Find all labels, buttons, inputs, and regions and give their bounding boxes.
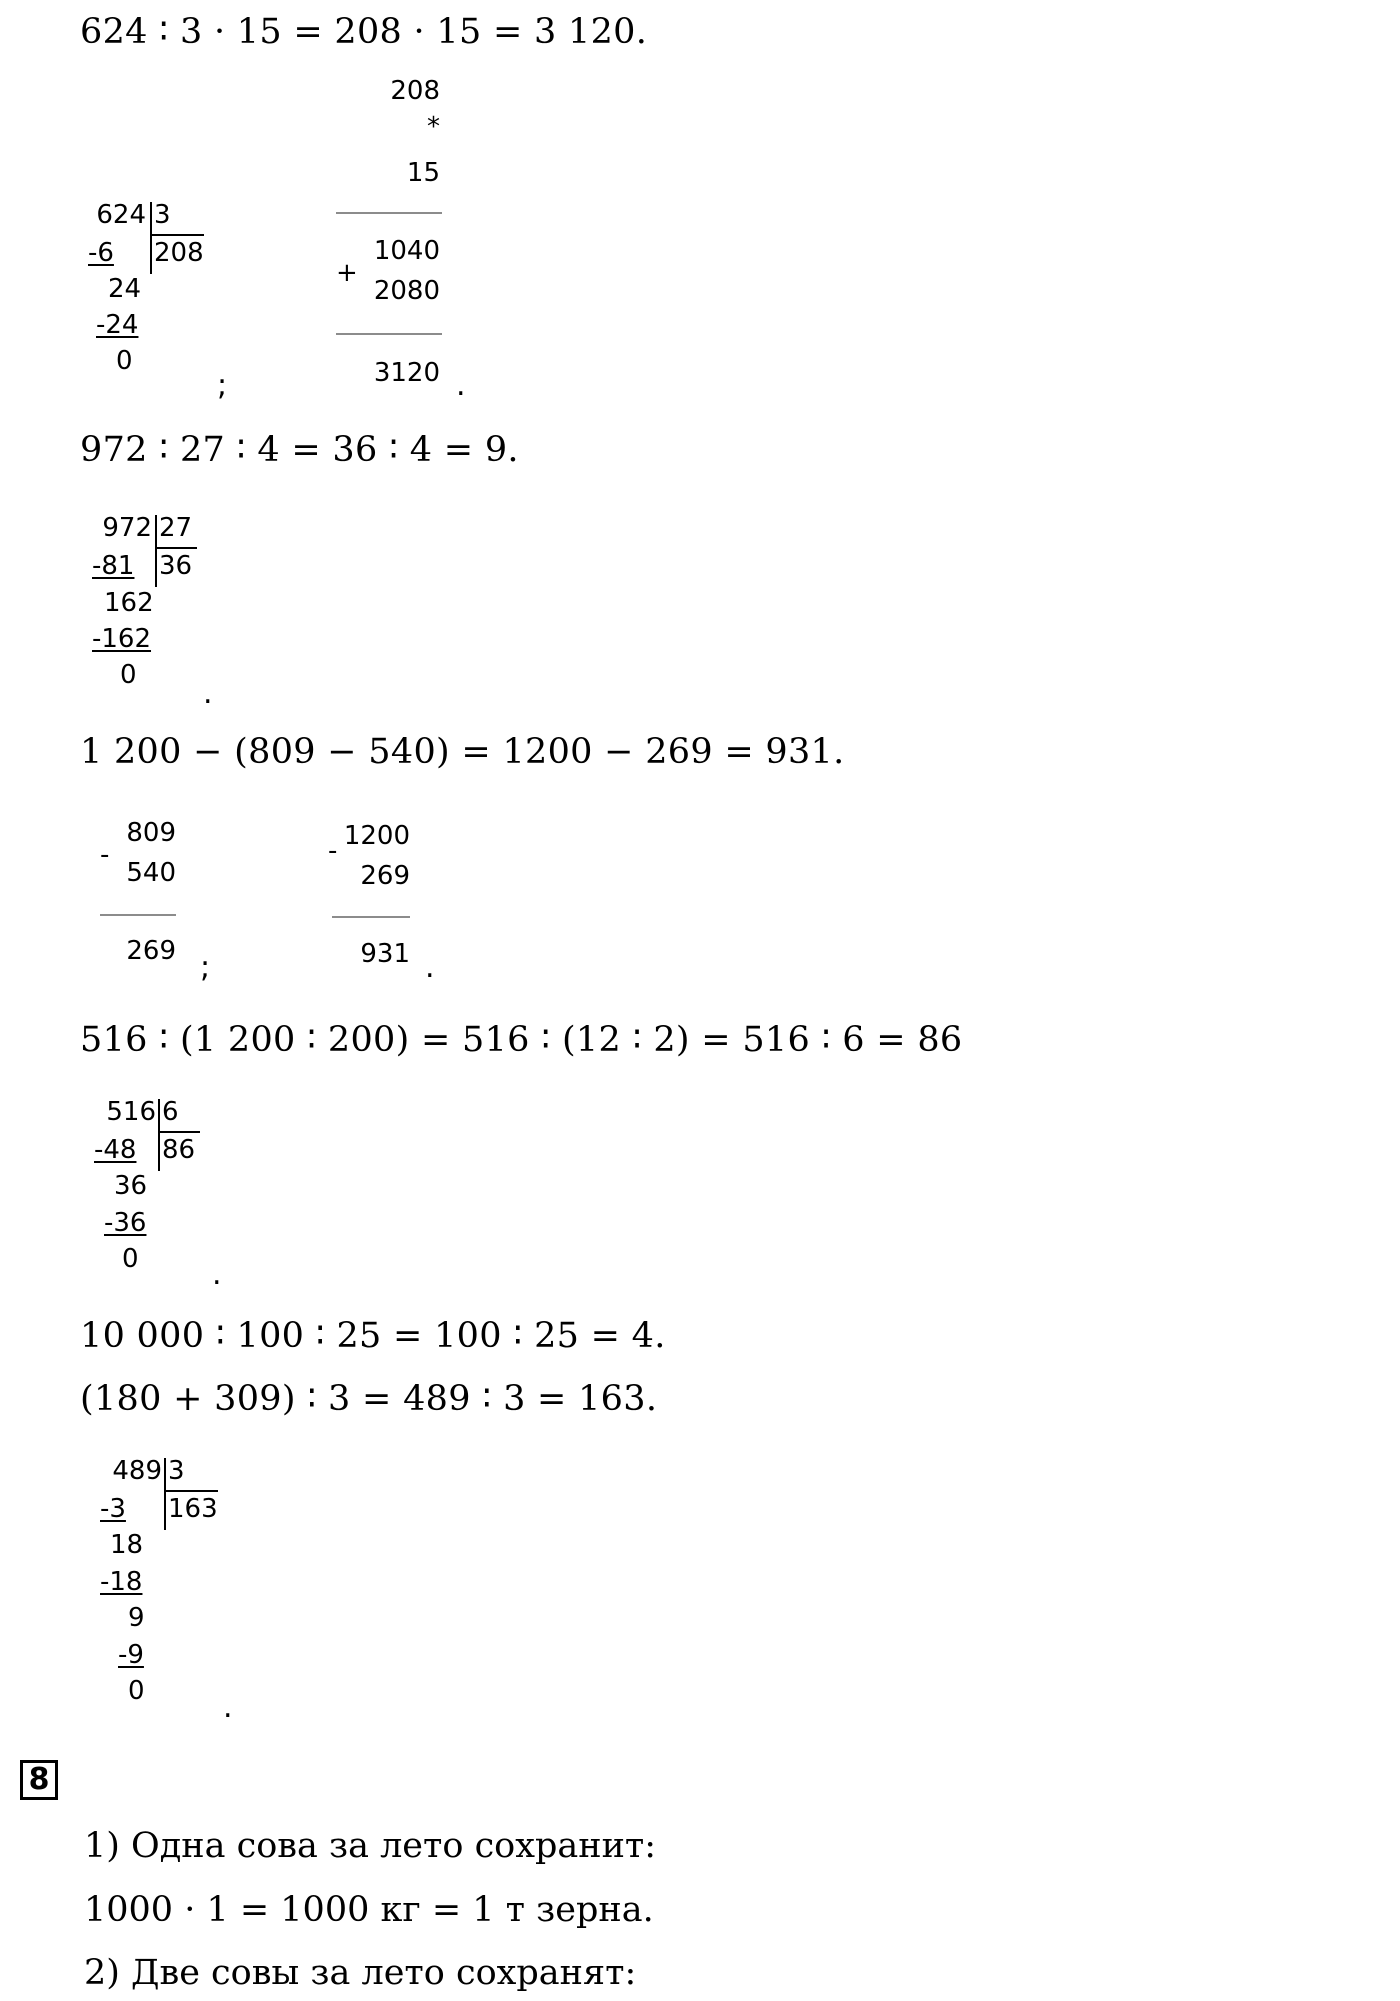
div3-dividend: 516 [106, 1097, 156, 1127]
div2-step-4: 0 [120, 660, 137, 690]
equation-5: 10 000 ∶ 100 ∶ 25 = 100 ∶ 25 = 4. [80, 1316, 666, 1356]
mul1-op: * [427, 112, 440, 142]
div4-step-3: -18 [100, 1567, 143, 1597]
period-1: . [456, 368, 466, 403]
div4-step-1: -3 [100, 1494, 126, 1524]
div1-step-4: 0 [116, 346, 133, 376]
div4-step-2: 18 [110, 1530, 144, 1560]
period-3: . [425, 950, 435, 985]
div3-quotient-line [160, 1131, 200, 1133]
period-5: . [223, 1690, 233, 1725]
div4-dividend: 489 [112, 1456, 162, 1486]
sub2-minus: - [328, 836, 338, 866]
semicolon-1: ; [217, 368, 228, 403]
div4-step-4: 9 [128, 1603, 145, 1633]
equation-1: 624 ∶ 3 · 15 = 208 · 15 = 3 120. [80, 12, 648, 52]
task-line-2: 1000 · 1 = 1000 кг = 1 т зерна. [84, 1890, 654, 1930]
mul1-plus: + [336, 258, 358, 288]
equation-2: 972 ∶ 27 ∶ 4 = 36 ∶ 4 = 9. [80, 430, 519, 470]
period-2: . [203, 676, 213, 711]
div2-quotient-line [157, 547, 197, 549]
mul1-line-1 [336, 212, 442, 214]
mul1-b: 15 [406, 158, 440, 188]
sub1-b: 540 [126, 858, 176, 888]
task-number-badge: 8 [20, 1760, 58, 1800]
task-line-3: 2) Две совы за лето сохранят: [84, 1953, 637, 1993]
sub1-line [100, 914, 176, 916]
sub1-minus: - [100, 840, 110, 870]
div2-quotient: 36 [159, 551, 193, 581]
div3-step-2: 36 [114, 1171, 148, 1201]
sub2-result: 931 [360, 939, 410, 969]
div4-quotient-line [166, 1490, 218, 1492]
div3-step-3: -36 [104, 1208, 147, 1238]
div3-step-1: -48 [94, 1135, 137, 1165]
div1-divisor: 3 [154, 200, 171, 230]
div1-vertical-line [150, 202, 152, 274]
div1-quotient-line [152, 234, 204, 236]
div2-divisor: 27 [159, 513, 193, 543]
div4-divisor: 3 [168, 1456, 185, 1486]
equation-6: (180 + 309) ∶ 3 = 489 ∶ 3 = 163. [80, 1379, 658, 1419]
div4-step-5: -9 [118, 1640, 144, 1670]
div2-vertical-line [155, 515, 157, 587]
sub2-a: 1200 [343, 821, 410, 851]
sub2-b: 269 [360, 861, 410, 891]
equation-4: 516 ∶ (1 200 ∶ 200) = 516 ∶ (12 ∶ 2) = 516 ∶ 6 = 86 [80, 1020, 963, 1060]
sub1-result: 269 [126, 936, 176, 966]
div3-divisor: 6 [162, 1097, 179, 1127]
div1-step-2: 24 [108, 274, 142, 304]
mul1-p2: 2080 [373, 276, 440, 306]
sub1-a: 809 [126, 818, 176, 848]
div3-vertical-line [158, 1099, 160, 1171]
div1-quotient: 208 [154, 238, 204, 268]
div2-step-2: 162 [104, 588, 154, 618]
div2-step-1: -81 [92, 551, 135, 581]
mul1-a: 208 [390, 76, 440, 106]
div1-dividend: 624 [96, 200, 146, 230]
div4-step-6: 0 [128, 1676, 145, 1706]
mul1-result: 3120 [373, 358, 440, 388]
div3-quotient: 86 [162, 1135, 196, 1165]
div1-step-1: -6 [88, 238, 114, 268]
div3-step-4: 0 [122, 1244, 139, 1274]
div4-vertical-line [164, 1458, 166, 1530]
equation-3: 1 200 − (809 − 540) = 1200 − 269 = 931. [80, 732, 845, 772]
mul1-line-2 [336, 333, 442, 335]
semicolon-2: ; [200, 950, 211, 985]
div2-dividend: 972 [102, 513, 152, 543]
period-4: . [212, 1257, 222, 1292]
div2-step-3: -162 [92, 624, 152, 654]
sub2-line [332, 916, 410, 918]
task-line-1: 1) Одна сова за лето сохранит: [84, 1826, 657, 1866]
div4-quotient: 163 [168, 1494, 218, 1524]
div1-step-3: -24 [96, 310, 139, 340]
mul1-p1: 1040 [373, 236, 440, 266]
